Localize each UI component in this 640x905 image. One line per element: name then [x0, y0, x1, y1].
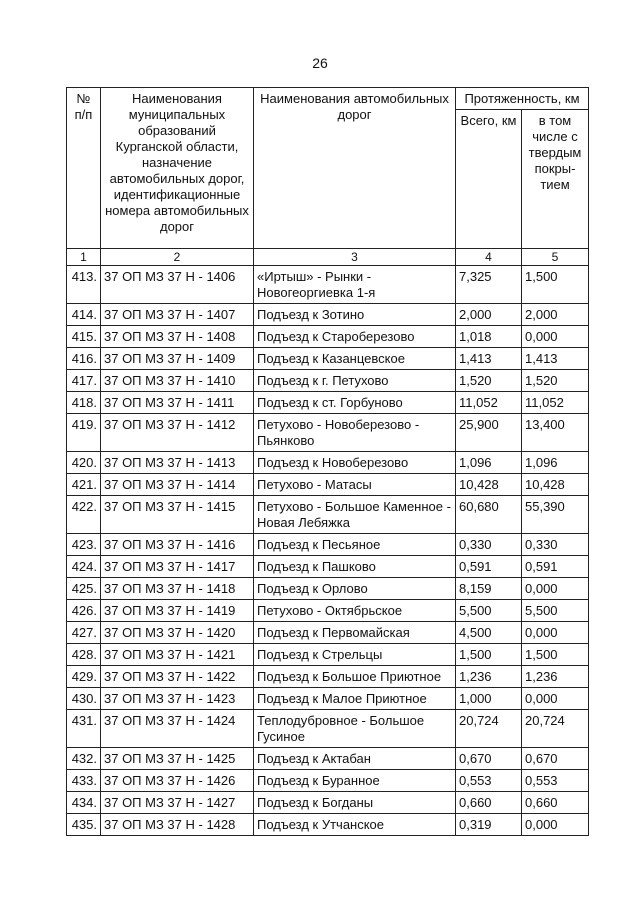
road-id: 37 ОП МЗ 37 Н - 1407: [101, 304, 254, 326]
header-row: [67, 88, 589, 110]
length-total: 0,330: [456, 534, 522, 556]
road-name: Теплодубровное - Большое Гусиное: [254, 710, 456, 748]
length-paved: 0,670: [522, 748, 589, 770]
row-number: 434.: [67, 792, 101, 814]
road-name: Подъезд к Казанцевское: [254, 348, 456, 370]
table-row: [67, 644, 589, 666]
road-id: 37 ОП МЗ 37 Н - 1426: [101, 770, 254, 792]
road-id: 37 ОП МЗ 37 Н - 1417: [101, 556, 254, 578]
row-number: 417.: [67, 370, 101, 392]
length-total: 1,000: [456, 688, 522, 710]
row-number: 430.: [67, 688, 101, 710]
length-paved: 1,236: [522, 666, 589, 688]
road-id: 37 ОП МЗ 37 Н - 1414: [101, 474, 254, 496]
row-number: 423.: [67, 534, 101, 556]
length-total: 0,670: [456, 748, 522, 770]
road-id: 37 ОП МЗ 37 Н - 1408: [101, 326, 254, 348]
length-total: 1,520: [456, 370, 522, 392]
row-number: 431.: [67, 710, 101, 748]
road-name: Петухово - Октябрьское: [254, 600, 456, 622]
table-row: [67, 414, 589, 452]
road-id: 37 ОП МЗ 37 Н - 1422: [101, 666, 254, 688]
length-paved: 0,660: [522, 792, 589, 814]
row-number: 433.: [67, 770, 101, 792]
length-total: 1,096: [456, 452, 522, 474]
table-row: [67, 348, 589, 370]
length-total: 25,900: [456, 414, 522, 452]
table-row: [67, 814, 589, 836]
column-number: 2: [101, 249, 254, 266]
length-paved: 11,052: [522, 392, 589, 414]
road-id: 37 ОП МЗ 37 Н - 1412: [101, 414, 254, 452]
road-id: 37 ОП МЗ 37 Н - 1418: [101, 578, 254, 600]
column-number: 4: [456, 249, 522, 266]
length-total: 1,018: [456, 326, 522, 348]
road-id: 37 ОП МЗ 37 Н - 1416: [101, 534, 254, 556]
length-total: 0,591: [456, 556, 522, 578]
row-number: 427.: [67, 622, 101, 644]
length-total: 4,500: [456, 622, 522, 644]
row-number: 414.: [67, 304, 101, 326]
table-row: [67, 370, 589, 392]
table-row: [67, 622, 589, 644]
row-number: 428.: [67, 644, 101, 666]
length-paved: 1,500: [522, 644, 589, 666]
table-row: [67, 792, 589, 814]
length-total: 7,325: [456, 266, 522, 304]
length-total: 1,236: [456, 666, 522, 688]
road-name: Подъезд к Большое Приютное: [254, 666, 456, 688]
road-id: 37 ОП МЗ 37 Н - 1427: [101, 792, 254, 814]
length-total: 11,052: [456, 392, 522, 414]
road-id: 37 ОП МЗ 37 Н - 1421: [101, 644, 254, 666]
length-paved: 0,000: [522, 622, 589, 644]
road-id: 37 ОП МЗ 37 Н - 1409: [101, 348, 254, 370]
road-name: Подъезд к Орлово: [254, 578, 456, 600]
road-name: Подъезд к Песьяное: [254, 534, 456, 556]
length-paved: 0,000: [522, 688, 589, 710]
row-number: 426.: [67, 600, 101, 622]
table-row: [67, 304, 589, 326]
road-name: Петухово - Большое Каменное - Новая Лебяжка: [254, 496, 456, 534]
length-total: 8,159: [456, 578, 522, 600]
column-number: 1: [67, 249, 101, 266]
road-name: Подъезд к ст. Горбуново: [254, 392, 456, 414]
road-name: Подъезд к Утчанское: [254, 814, 456, 836]
road-id: 37 ОП МЗ 37 Н - 1415: [101, 496, 254, 534]
row-number: 422.: [67, 496, 101, 534]
length-total: 10,428: [456, 474, 522, 496]
road-name: «Иртыш» - Рынки - Новогеоргиевка 1-я: [254, 266, 456, 304]
table-row: [67, 710, 589, 748]
length-paved: 5,500: [522, 600, 589, 622]
length-paved: 0,553: [522, 770, 589, 792]
row-number: 418.: [67, 392, 101, 414]
column-number: 3: [254, 249, 456, 266]
road-name: Подъезд к Новоберезово: [254, 452, 456, 474]
road-name: Петухово - Матасы: [254, 474, 456, 496]
table-row: [67, 578, 589, 600]
road-name: Подъезд к Буранное: [254, 770, 456, 792]
row-number: 416.: [67, 348, 101, 370]
header-municipality: Наименования муниципальных образований Курганской области, назначение автомобильных дорог, идентификационные номера автомобильных дорог: [101, 88, 254, 249]
length-total: 0,553: [456, 770, 522, 792]
road-id: 37 ОП МЗ 37 Н - 1410: [101, 370, 254, 392]
length-paved: 1,500: [522, 266, 589, 304]
length-paved: 13,400: [522, 414, 589, 452]
header-total: Всего, км: [456, 110, 522, 249]
length-paved: 55,390: [522, 496, 589, 534]
road-name: Подъезд к г. Петухово: [254, 370, 456, 392]
page-number: 26: [312, 55, 328, 71]
road-id: 37 ОП МЗ 37 Н - 1419: [101, 600, 254, 622]
length-paved: 1,096: [522, 452, 589, 474]
road-name: Подъезд к Богданы: [254, 792, 456, 814]
road-name: Подъезд к Первомайская: [254, 622, 456, 644]
road-id: 37 ОП МЗ 37 Н - 1423: [101, 688, 254, 710]
row-number: 419.: [67, 414, 101, 452]
road-name: Петухово - Новоберезово - Пьянково: [254, 414, 456, 452]
length-paved: 1,520: [522, 370, 589, 392]
table-row: [67, 770, 589, 792]
header-length: Протяженность, км: [456, 88, 589, 110]
table-row: [67, 452, 589, 474]
row-number: 415.: [67, 326, 101, 348]
row-number: 432.: [67, 748, 101, 770]
header-road-name: Наименования автомобильных дорог: [254, 88, 456, 249]
table-row: [67, 474, 589, 496]
length-paved: 0,000: [522, 578, 589, 600]
row-number: 413.: [67, 266, 101, 304]
length-paved: 10,428: [522, 474, 589, 496]
header-no: № п/п: [67, 88, 101, 249]
road-id: 37 ОП МЗ 37 Н - 1411: [101, 392, 254, 414]
road-name: Подъезд к Староберезово: [254, 326, 456, 348]
table-row: [67, 748, 589, 770]
row-number: 429.: [67, 666, 101, 688]
road-id: 37 ОП МЗ 37 Н - 1413: [101, 452, 254, 474]
row-number: 425.: [67, 578, 101, 600]
column-number: 5: [522, 249, 589, 266]
table-row: [67, 534, 589, 556]
table-row: [67, 326, 589, 348]
length-total: 5,500: [456, 600, 522, 622]
length-total: 20,724: [456, 710, 522, 748]
row-number: 435.: [67, 814, 101, 836]
road-id: 37 ОП МЗ 37 Н - 1424: [101, 710, 254, 748]
row-number: 421.: [67, 474, 101, 496]
road-name: Подъезд к Малое Приютное: [254, 688, 456, 710]
length-paved: 0,591: [522, 556, 589, 578]
length-paved: 2,000: [522, 304, 589, 326]
header-paved: в том числе с твердым покры-тием: [522, 110, 589, 249]
length-paved: 0,000: [522, 326, 589, 348]
road-id: 37 ОП МЗ 37 Н - 1425: [101, 748, 254, 770]
road-id: 37 ОП МЗ 37 Н - 1420: [101, 622, 254, 644]
length-paved: 1,413: [522, 348, 589, 370]
road-name: Подъезд к Пашково: [254, 556, 456, 578]
table-row: [67, 600, 589, 622]
road-name: Подъезд к Зотино: [254, 304, 456, 326]
table-body: [67, 266, 589, 836]
road-name: Подъезд к Актабан: [254, 748, 456, 770]
length-paved: 0,330: [522, 534, 589, 556]
table-row: [67, 556, 589, 578]
length-total: 0,319: [456, 814, 522, 836]
length-paved: 20,724: [522, 710, 589, 748]
length-total: 2,000: [456, 304, 522, 326]
length-total: 60,680: [456, 496, 522, 534]
column-numbers-row: [67, 249, 589, 266]
road-name: Подъезд к Стрельцы: [254, 644, 456, 666]
length-total: 1,500: [456, 644, 522, 666]
length-total: 0,660: [456, 792, 522, 814]
table-row: [67, 666, 589, 688]
length-total: 1,413: [456, 348, 522, 370]
table-row: [67, 496, 589, 534]
table-row: [67, 392, 589, 414]
road-id: 37 ОП МЗ 37 Н - 1428: [101, 814, 254, 836]
row-number: 424.: [67, 556, 101, 578]
road-id: 37 ОП МЗ 37 Н - 1406: [101, 266, 254, 304]
length-paved: 0,000: [522, 814, 589, 836]
row-number: 420.: [67, 452, 101, 474]
table-row: [67, 266, 589, 304]
roads-table: [66, 87, 589, 836]
table-row: [67, 688, 589, 710]
